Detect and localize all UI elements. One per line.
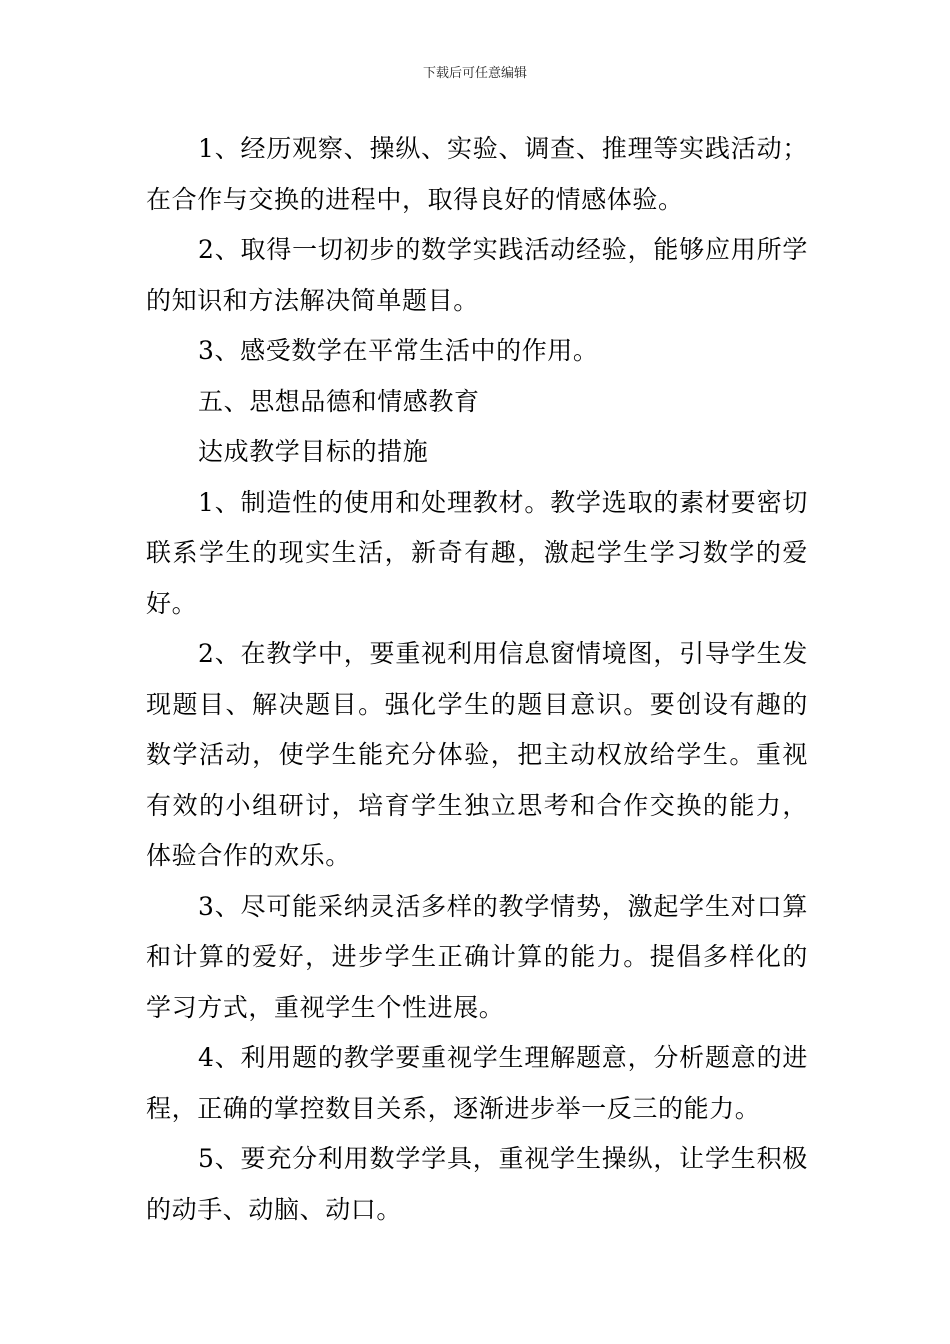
- paragraph: 1、经历观察、操纵、实验、调查、推理等实践活动；在合作与交换的进程中，取得良好的情感体验。: [146, 134, 808, 214]
- paragraph: 2、取得一切初步的数学实践活动经验，能够应用所学的知识和方法解决简单题目。: [146, 235, 808, 315]
- page-header: 下载后可任意编辑: [422, 66, 527, 81]
- section-heading: 达成教学目标的措施: [198, 437, 429, 466]
- paragraph: 5、要充分利用数学学具，重视学生操纵，让学生积极的动手、动脑、动口。: [146, 1144, 808, 1224]
- paragraph: 1、制造性的使用和处理教材。教学选取的素材要密切联系学生的现实生活，新奇有趣，激起学生学习数学的爱好。: [146, 487, 808, 618]
- document-body: [146, 124, 808, 1235]
- paragraph: 4、利用题的教学要重视学生理解题意，分析题意的进程，正确的掌控数目关系，逐渐进步举一反三的能力。: [146, 1043, 808, 1123]
- section-heading: 五、思想品德和情感教育: [198, 386, 480, 416]
- paragraph: 2、在教学中，要重视利用信息窗情境图，引导学生发现题目、解决题目。强化学生的题目意识。要创设有趣的数学活动，使学生能充分体验，把主动权放给学生。重视有效的小组研讨，培育学生独立思考和合作交换的能力，体验合作的欢乐。: [146, 639, 808, 870]
- paragraph: 3、尽可能采纳灵活多样的教学情势，激起学生对口算和计算的爱好，进步学生正确计算的能力。提倡多样化的学习方式，重视学生个性进展。: [146, 891, 808, 1022]
- paragraph: 3、感受数学在平常生活中的作用。: [198, 336, 599, 365]
